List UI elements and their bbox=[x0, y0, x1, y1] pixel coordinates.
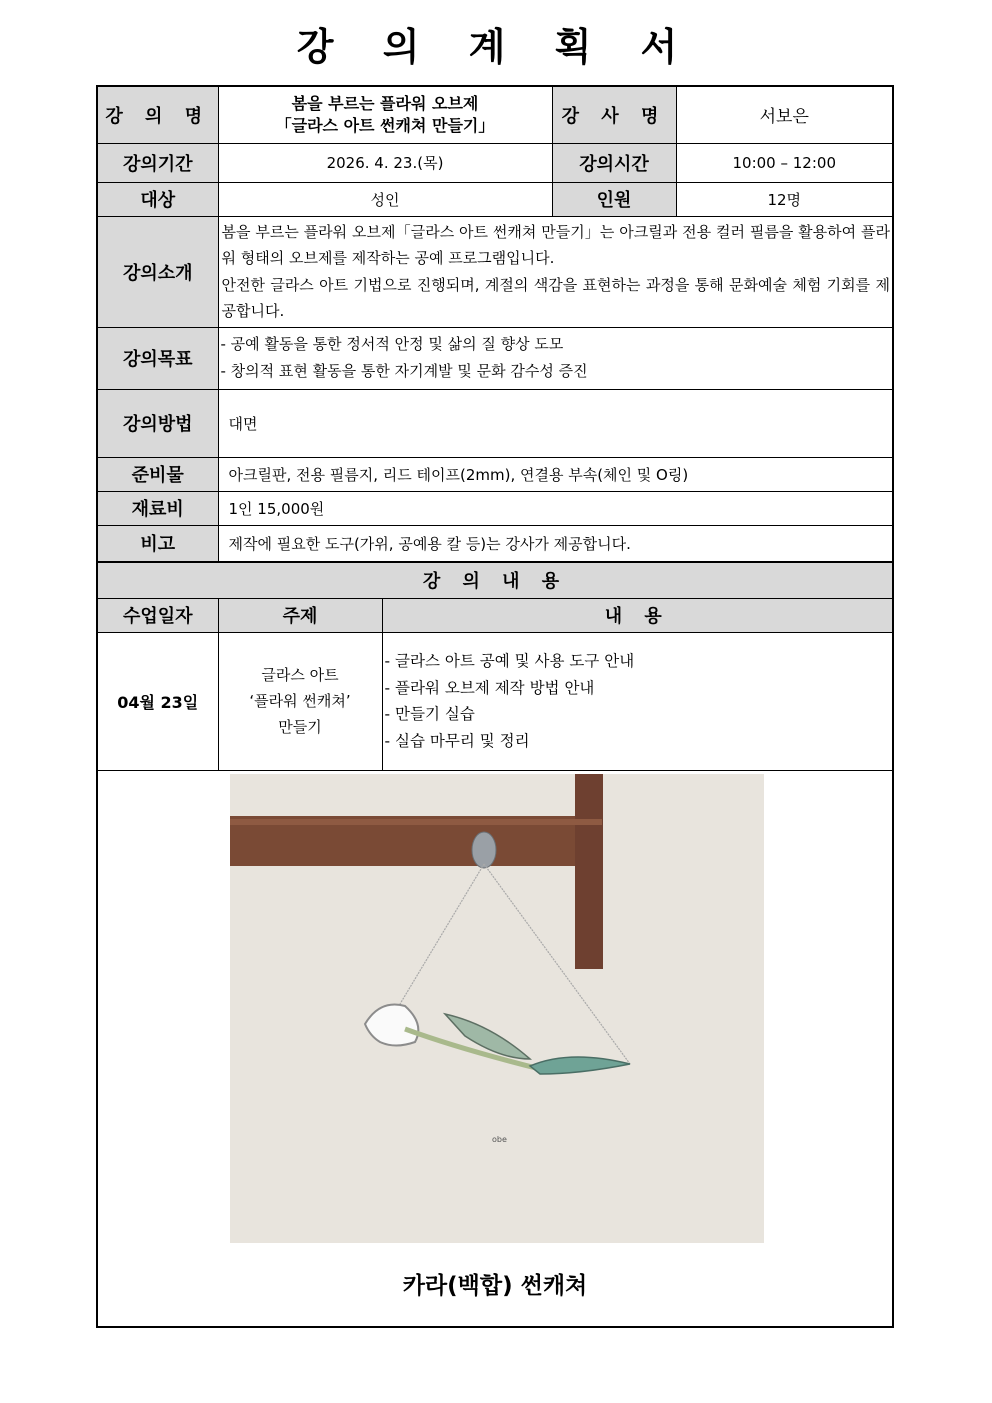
lecture-name-line2: 「글라스 아트 썬캐쳐 만들기」 bbox=[275, 115, 495, 135]
intro-para-2: 안전한 글라스 아트 기법으로 진행되며, 계절의 색감을 표현하는 과정을 통해 문화예술 체험 기회를 제공합니다. bbox=[221, 275, 890, 320]
method-label: 강의방법 bbox=[98, 389, 218, 457]
content-heading: 강 의 내 용 bbox=[98, 562, 892, 598]
instructor: 서보은 bbox=[676, 87, 892, 143]
lecture-plan-table bbox=[96, 85, 894, 1328]
intro-text bbox=[218, 216, 892, 327]
goal-item: - 공예 활동을 통한 정서적 안정 및 삶의 질 향상 도모 bbox=[220, 335, 564, 353]
content-item: - 실습 마무리 및 정리 bbox=[384, 731, 530, 750]
time: 10:00 – 12:00 bbox=[676, 143, 892, 182]
period-label: 강의기간 bbox=[98, 143, 218, 182]
col-content: 내 용 bbox=[382, 598, 892, 632]
fee-label: 재료비 bbox=[98, 491, 218, 525]
goal-item: - 창의적 표현 활동을 통한 자기계발 및 문화 감수성 증진 bbox=[220, 362, 588, 380]
instructor-label: 강 사 명 bbox=[552, 87, 676, 143]
photo-caption: 카라(백합) 썬캐쳐 bbox=[402, 1272, 588, 1299]
lecture-name-line1: 봄을 부르는 플라워 오브제 bbox=[291, 93, 479, 113]
content-item: - 플라워 오브제 제작 방법 안내 bbox=[384, 678, 595, 697]
content-item: - 글라스 아트 공예 및 사용 도구 안내 bbox=[384, 652, 635, 670]
time-label: 강의시간 bbox=[552, 143, 676, 182]
session-content bbox=[382, 632, 892, 770]
topic-line: 만들기 bbox=[278, 718, 322, 736]
fee: 1인 15,000원 bbox=[218, 491, 892, 525]
session-topic bbox=[218, 632, 382, 770]
suncatcher-photo bbox=[230, 774, 764, 1243]
content-item: - 만들기 실습 bbox=[384, 705, 475, 723]
method: 대면 bbox=[218, 389, 892, 457]
target-label: 대상 bbox=[98, 182, 218, 216]
logo-text: obe bbox=[492, 1134, 507, 1144]
lecture-name bbox=[218, 87, 552, 143]
page-title: 강 의 계 획 서 bbox=[296, 25, 696, 69]
topic-line: 글라스 아트 bbox=[261, 666, 339, 684]
lecture-name-label: 강 의 명 bbox=[98, 87, 218, 143]
intro-para-1: 봄을 부르는 플라워 오브제「글라스 아트 썬캐쳐 만들기」는 아크릴과 전용 컬러 필름을 활용하여 플라워 형태의 오브제를 제작하는 공예 프로그램입니다. bbox=[221, 222, 890, 267]
capacity: 12명 bbox=[676, 182, 892, 216]
note: 제작에 필요한 도구(가위, 공예용 칼 등)는 강사가 제공합니다. bbox=[218, 525, 892, 561]
session-date: 04월 23일 bbox=[98, 632, 218, 770]
photo-cell bbox=[98, 770, 892, 1326]
col-date: 수업일자 bbox=[98, 598, 218, 632]
supplies: 아크릴판, 전용 필름지, 리드 테이프(2mm), 연결용 부속(체인 및 O링) bbox=[218, 457, 892, 491]
note-label: 비고 bbox=[98, 525, 218, 561]
capacity-label: 인원 bbox=[552, 182, 676, 216]
topic-line: ‘플라워 썬캐쳐’ bbox=[249, 692, 351, 710]
target: 성인 bbox=[218, 182, 552, 216]
goal-label: 강의목표 bbox=[98, 327, 218, 389]
col-topic: 주제 bbox=[218, 598, 382, 632]
supplies-label: 준비물 bbox=[98, 457, 218, 491]
intro-label: 강의소개 bbox=[98, 216, 218, 327]
period: 2026. 4. 23.(목) bbox=[218, 143, 552, 182]
suncatcher-illustration bbox=[230, 774, 764, 1243]
goals bbox=[218, 327, 892, 389]
